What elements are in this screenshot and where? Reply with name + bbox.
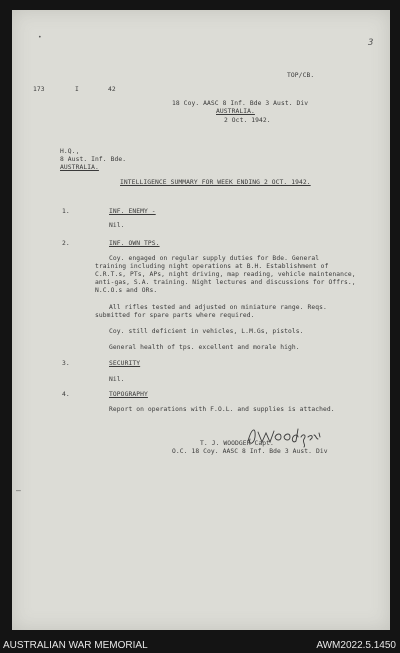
section-text: anti-gas, S.A. training. Night lectures and discussions for Offrs., — [95, 279, 356, 286]
section-text: C.R.T.s, PTs, APs, night driving, map reading, vehicle maintenance, — [95, 271, 356, 278]
section-text: General health of tps. excellent and morale high. — [109, 344, 300, 351]
punch-hole-mark: • — [38, 34, 42, 41]
section-text: Nil. — [109, 376, 125, 383]
section-text: Nil. — [109, 222, 125, 229]
classification: TOP/CB. — [287, 72, 315, 79]
from-place: AUSTRALIA. — [216, 108, 255, 115]
signatory-title: O.C. 18 Coy. AASC 8 Inf. Bde 3 Aust. Div — [172, 448, 328, 455]
section-text: All rifles tested and adjusted on miniature range. Reqs. — [109, 304, 327, 311]
to-hq: H.Q., — [60, 148, 80, 155]
section-number: 1. — [62, 208, 70, 215]
section-heading: TOPOGRAPHY — [109, 391, 148, 398]
footer-institution: AUSTRALIAN WAR MEMORIAL — [3, 640, 148, 651]
section-text: Coy. still deficient in vehicles, L.M.Gs, pistols. — [109, 328, 304, 335]
section-heading: SECURITY — [109, 360, 141, 367]
corner-mark: 3 — [368, 38, 374, 48]
section-number: 2. — [62, 240, 70, 247]
footer-catalogue-id: AWM2022.5.1450 — [316, 640, 396, 651]
ref-mid: I — [75, 86, 79, 93]
ref-left: 173 — [33, 86, 45, 93]
to-place: AUSTRALIA. — [60, 164, 99, 171]
margin-dash-mark: — — [16, 486, 21, 495]
from-unit: 18 Coy. AASC 8 Inf. Bde 3 Aust. Div — [172, 100, 309, 107]
section-heading: INF. ENEMY - — [109, 208, 156, 215]
signatory-name: T. J. WOODGER Capt. — [200, 440, 274, 447]
document-page — [12, 10, 390, 630]
section-text: Report on operations with F.O.L. and supplies is attached. — [109, 406, 335, 413]
section-text: Coy. engaged on regular supply duties for Bde. General — [109, 255, 320, 262]
to-bde: 8 Aust. Inf. Bde. — [60, 156, 127, 163]
ref-right: 42 — [108, 86, 116, 93]
section-heading: INF. OWN TPS. — [109, 240, 160, 247]
section-text: submitted for spare parts where required. — [95, 312, 255, 319]
section-text: training including night operations at B.H. Establishment of — [95, 263, 329, 270]
footer-bar — [0, 637, 400, 653]
section-text: N.C.O.s and ORs. — [95, 287, 158, 294]
section-number: 3. — [62, 360, 70, 367]
letter-date: 2 Oct. 1942. — [224, 117, 271, 124]
section-number: 4. — [62, 391, 70, 398]
document-title: INTELLIGENCE SUMMARY FOR WEEK ENDING 2 OCT. 1942. — [120, 179, 311, 186]
